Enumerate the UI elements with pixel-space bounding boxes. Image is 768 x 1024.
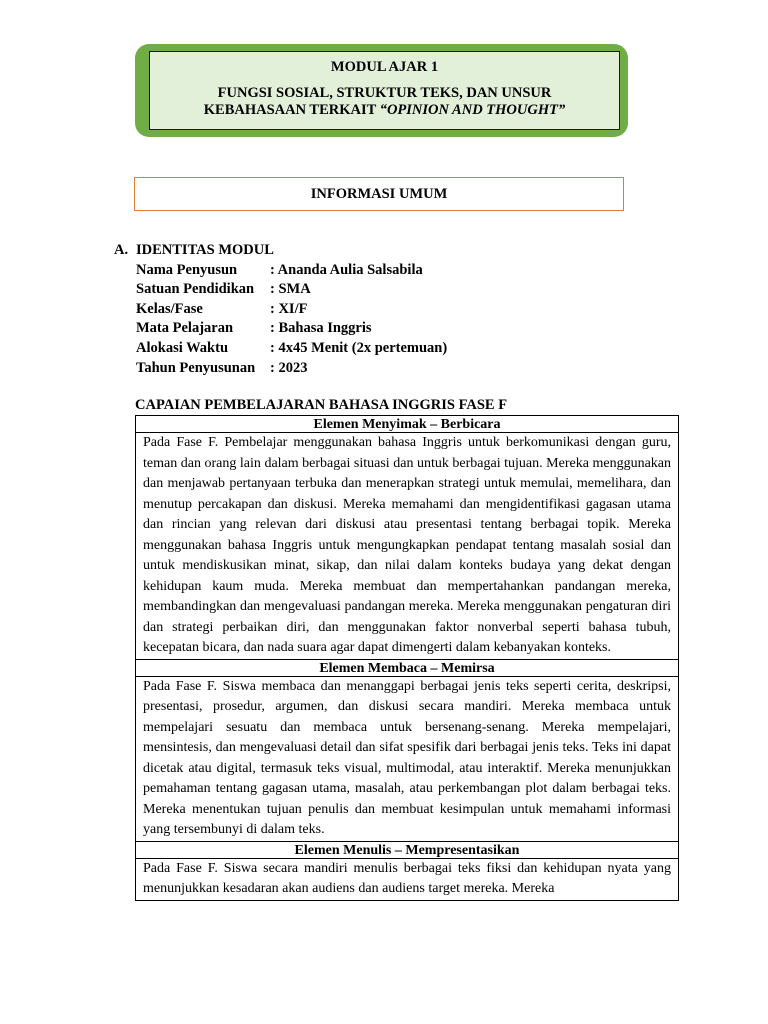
identity-label: Satuan Pendidikan (136, 281, 255, 298)
general-info-heading: INFORMASI UMUM (134, 177, 624, 211)
module-title-line-2-italic: “OPINION AND THOUGHT” (379, 102, 566, 118)
identity-value: : XI/F (270, 300, 308, 317)
identity-label: Mata Pelajaran (136, 320, 234, 337)
identity-row (136, 319, 447, 339)
identity-row (136, 280, 447, 300)
element-text-listening-speaking: Pada Fase F. Pembelajar menggunakan bahasa Inggris untuk berkomunikasi dengan guru, teman dan orang lain dalam berbagai situasi dan untuk berbagai tujuan. Mereka menggunakan dan menjawab pertanyaan terbuka dan menerapkan strategi untuk memulai, memelihara, dan menutup percakapan dan diskusi. Mereka memahami dan mengidentifikasi gagasan utama dan rincian yang relevan dari diskusi atau presentasi tentang berbagai topik. Mereka menggunakan bahasa Inggris untuk mengungkapkan pendapat tentang masalah sosial dan untuk mendiskusikan minat, sikap, dan nilai dalam konteks budaya yang dekat dengan kehidupan kaum muda. Mereka membuat dan mempertahankan pandangan mereka, membandingkan dan mengevaluasi pandangan mereka. Mereka menggunakan pengaturan diri dan strategi perbaikan diri, dan menggunakan faktor nonverbal seperti bahasa tubuh, kecepatan bicara, dan nada suara agar dapat dimengerti dalam kebanyakan konteks. (136, 433, 678, 660)
identity-label: Tahun Penyusunan (136, 359, 256, 376)
identity-value: : Ananda Aulia Salsabila (270, 261, 423, 278)
module-identity-section (114, 241, 447, 378)
module-title-line-2-plain: KEBAHASAAN TERKAIT (203, 102, 380, 118)
identity-list (136, 261, 447, 379)
identity-label: Alokasi Waktu (136, 339, 229, 356)
learning-outcomes-title: CAPAIAN PEMBELAJARAN BAHASA INGGRIS FASE F (135, 397, 508, 413)
module-title-line-1: FUNGSI SOSIAL, STRUKTUR TEKS, DAN UNSUR (217, 85, 552, 101)
identity-row (136, 261, 447, 281)
identity-label: Kelas/Fase (136, 300, 203, 317)
section-a-title: IDENTITAS MODUL (136, 242, 274, 258)
identity-row (136, 300, 447, 320)
section-a-heading (114, 241, 447, 261)
learning-outcomes-table (135, 415, 679, 901)
identity-row (136, 339, 447, 359)
element-heading-listening-speaking: Elemen Menyimak – Berbicara (136, 416, 678, 433)
identity-value: : SMA (270, 281, 311, 298)
element-heading-writing-presenting: Elemen Menulis – Mempresentasikan (136, 842, 678, 859)
element-text-reading-viewing: Pada Fase F. Siswa membaca dan menanggapi berbagai jenis teks seperti cerita, deskripsi, presentasi, prosedur, argumen, dan diskusi secara mandiri. Mereka membaca untuk mempelajari sesuatu dan membaca untuk bersenang-senang. Mereka mempelajari, mensintesis, dan mengevaluasi detail dan sifat spesifik dari berbagai jenis teks. Teks ini dapat dicetak atau digital, termasuk teks visual, multimodal, atau interaktif. Mereka menunjukkan pemahaman tentang gagasan utama, masalah, atau perkembangan plot dalam berbagai teks. Mereka menentukan tujuan penulis dan membuat kesimpulan untuk memahami informasi yang tersembunyi di dalam teks. (136, 677, 678, 842)
element-text-writing-presenting: Pada Fase F. Siswa secara mandiri menulis berbagai teks fiksi dan kehidupan nyata yang menunjukkan kesadaran akan audiens dan audiens target mereka. Mereka (143, 860, 671, 896)
identity-value: : 2023 (270, 359, 308, 376)
module-number: MODUL AJAR 1 (330, 59, 439, 75)
section-a-letter: A. (114, 242, 129, 258)
element-heading-reading-viewing: Elemen Membaca – Memirsa (136, 660, 678, 677)
identity-row (136, 359, 447, 379)
identity-label: Nama Penyusun (136, 261, 238, 278)
identity-value: : 4x45 Menit (2x pertemuan) (270, 339, 448, 356)
module-title-line-2 (150, 102, 619, 119)
identity-value: : Bahasa Inggris (270, 320, 372, 337)
module-title-box (149, 51, 620, 130)
